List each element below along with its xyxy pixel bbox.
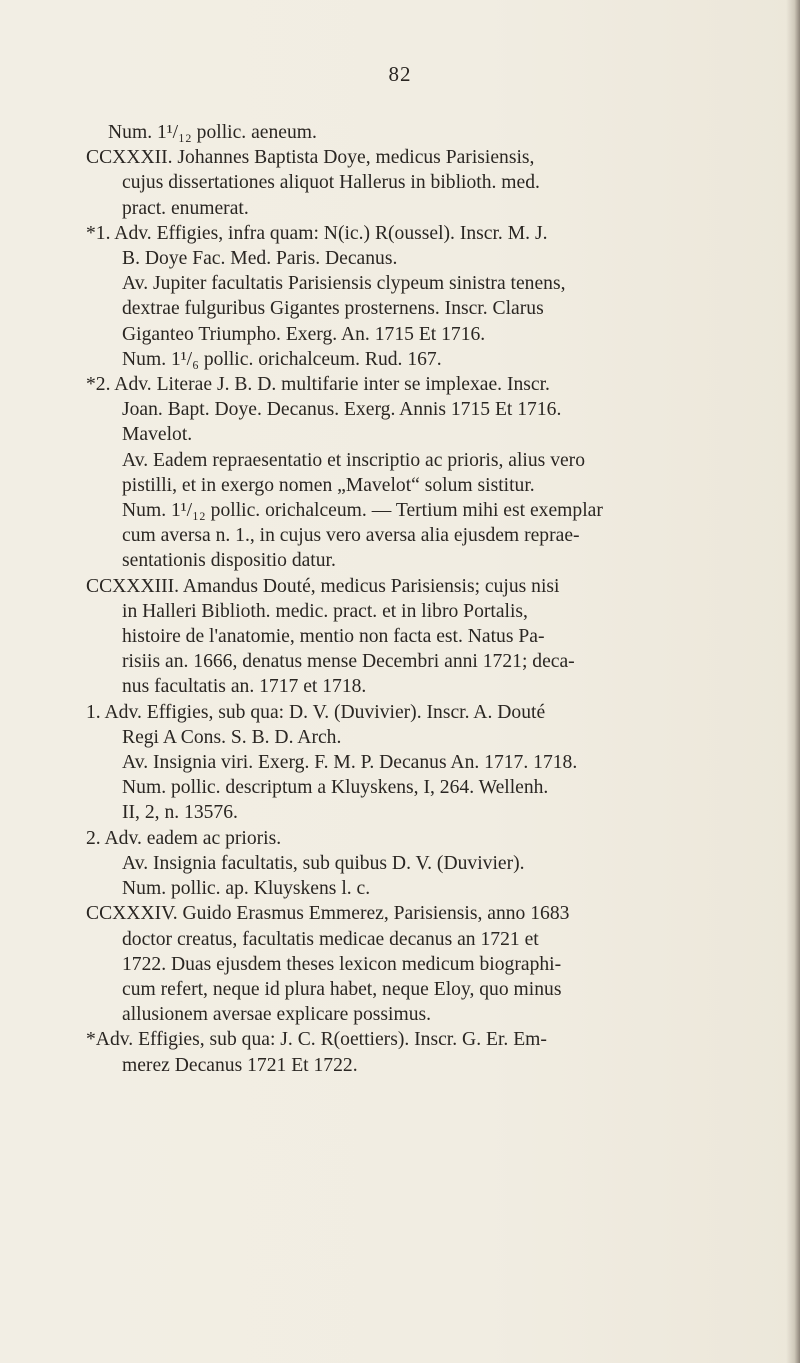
- page-edge-shadow: [786, 0, 800, 1363]
- text-line: Num. 1¹/₁₂ pollic. orichalceum. — Tertium mihi est exemplar: [122, 500, 603, 522]
- text-line: dextrae fulguribus Gigantes prosternens. Inscr. Clarus: [122, 298, 544, 320]
- text-line: allusionem aversae explicare possimus.: [122, 1004, 432, 1026]
- text-line: pract. enumerat.: [122, 197, 249, 219]
- text-line: 1. Adv. Effigies, sub qua: D. V. (Duvivier). Inscr. A. Douté: [86, 701, 546, 723]
- text-line: *2. Adv. Literae J. B. D. multifarie inter se implexae. Inscr.: [86, 374, 550, 396]
- text-line: merez Decanus 1721 Et 1722.: [122, 1054, 358, 1076]
- text-line: CCXXXII. Johannes Baptista Doye, medicus Parisiensis,: [86, 147, 535, 169]
- text-line: Num. 1¹/₁₂ pollic. aeneum.: [108, 122, 317, 143]
- text-line: Num. 1¹/₆ pollic. orichalceum. Rud. 167.: [122, 348, 442, 370]
- text-line: Joan. Bapt. Doye. Decanus. Exerg. Annis 1715 Et 1716.: [122, 399, 562, 421]
- text-line: Num. pollic. ap. Kluyskens l. c.: [122, 878, 371, 900]
- text-line: nus facultatis an. 1717 et 1718.: [122, 676, 367, 698]
- text-line: CCXXXIV. Guido Erasmus Emmerez, Parisiensis, anno 1683: [86, 903, 570, 925]
- text-line: Av. Insignia viri. Exerg. F. M. P. Decanus An. 1717. 1718.: [122, 752, 578, 774]
- text-line: doctor creatus, facultatis medicae decanus an 1721 et: [122, 928, 539, 950]
- text-line: Regi A Cons. S. B. D. Arch.: [122, 726, 342, 748]
- text-line: Av. Jupiter facultatis Parisiensis clypeum sinistra tenens,: [122, 273, 566, 295]
- text-line: in Halleri Biblioth. medic. pract. et in libro Portalis,: [122, 600, 528, 622]
- page-number: 82: [388, 62, 412, 86]
- text-body: [86, 120, 726, 1078]
- text-line: Av. Insignia facultatis, sub quibus D. V. (Duvivier).: [122, 852, 525, 874]
- text-line: II, 2, n. 13576.: [122, 802, 238, 824]
- text-line: *Adv. Effigies, sub qua: J. C. R(oettiers). Inscr. G. Er. Em-: [86, 1029, 547, 1051]
- text-line: risiis an. 1666, denatus mense Decembri anni 1721; deca-: [122, 651, 575, 673]
- text-line: *1. Adv. Effigies, infra quam: N(ic.) R(oussel). Inscr. M. J.: [86, 222, 548, 244]
- text-line: 1722. Duas ejusdem theses lexicon medicum biographi-: [122, 953, 562, 975]
- text-line: pistilli, et in exergo nomen „Mavelot“ solum sistitur.: [122, 474, 535, 496]
- text-line: cum refert, neque id plura habet, neque Eloy, quo minus: [122, 978, 562, 1000]
- text-line: histoire de l'anatomie, mentio non facta est. Natus Pa-: [122, 626, 545, 648]
- text-line: Giganteo Triumpho. Exerg. An. 1715 Et 1716.: [122, 323, 486, 345]
- text-line: Num. pollic. descriptum a Kluyskens, I, 264. Wellenh.: [122, 777, 549, 799]
- text-line: B. Doye Fac. Med. Paris. Decanus.: [122, 248, 398, 270]
- text-line: CCXXXIII. Amandus Douté, medicus Parisiensis; cujus nisi: [86, 575, 560, 597]
- text-line: cujus dissertationes aliquot Hallerus in biblioth. med.: [122, 172, 540, 194]
- text-line: Av. Eadem repraesentatio et inscriptio ac prioris, alius vero: [122, 449, 586, 471]
- text-line: 2. Adv. eadem ac prioris.: [86, 827, 282, 849]
- text-line: sentationis dispositio datur.: [122, 550, 336, 572]
- text-line: Mavelot.: [122, 424, 193, 446]
- text-line: cum aversa n. 1., in cujus vero aversa alia ejusdem reprae-: [122, 525, 580, 547]
